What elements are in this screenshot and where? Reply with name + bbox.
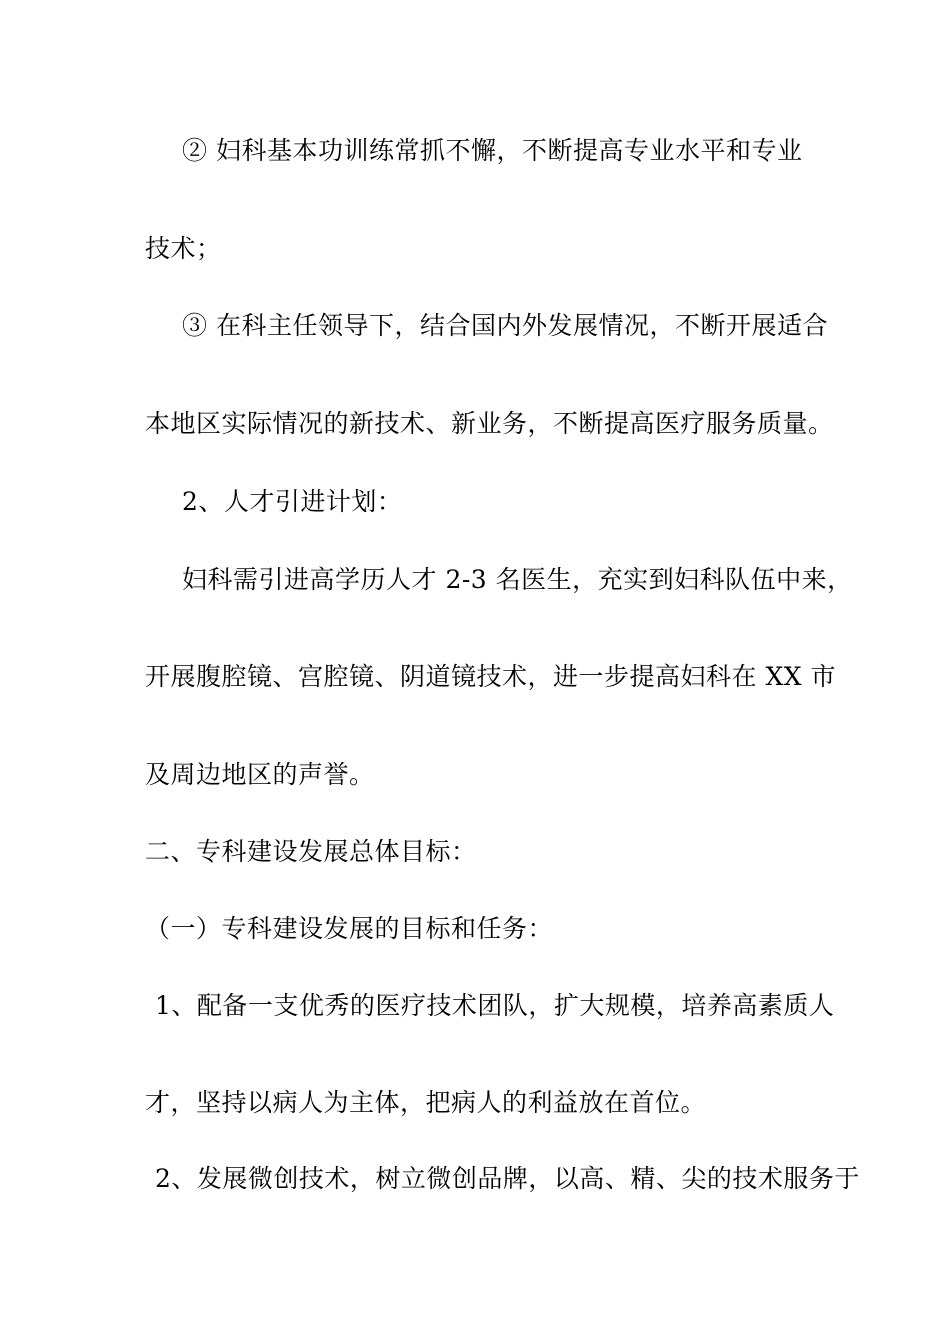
section-heading: 二、专科建设发展总体目标： bbox=[145, 837, 477, 866]
paragraph-line: ② 妇科基本功训练常抓不懈，不断提高专业水平和专业 bbox=[182, 136, 803, 165]
paragraph-line: 妇科需引进高学历人才 2-3 名医生，充实到妇科队伍中来， bbox=[182, 565, 853, 594]
paragraph-line: 开展腹腔镜、宫腔镜、阴道镜技术，进一步提高妇科在 XX 市 bbox=[145, 662, 836, 691]
paragraph-line: 技术； bbox=[145, 234, 222, 263]
paragraph-line: 2、发展微创技术，树立微创品牌，以高、精、尖的技术服务于 bbox=[155, 1164, 860, 1193]
paragraph-line: 才，坚持以病人为主体，把病人的利益放在首位。 bbox=[145, 1088, 707, 1117]
paragraph-line: 本地区实际情况的新技术、新业务，不断提高医疗服务质量。 bbox=[145, 409, 834, 438]
paragraph-line: 1、配备一支优秀的医疗技术团队，扩大规模，培养高素质人 bbox=[155, 991, 835, 1020]
paragraph-line: 及周边地区的声誉。 bbox=[145, 760, 375, 789]
paragraph-line: ③ 在科主任领导下，结合国内外发展情况，不断开展适合 bbox=[182, 311, 828, 340]
section-heading: 2、人才引进计划： bbox=[182, 487, 403, 516]
subsection-heading: （一）专科建设发展的目标和任务： bbox=[145, 914, 554, 943]
